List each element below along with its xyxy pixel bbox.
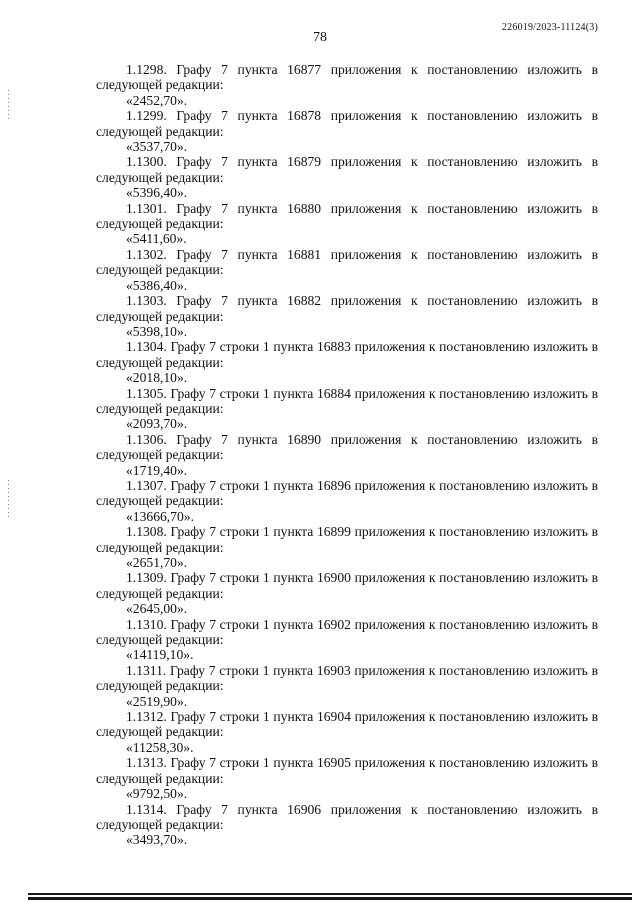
bottom-rule — [28, 893, 632, 895]
margin-scan-mark — [8, 480, 9, 520]
amendment-sentence: 1.1310. Графу 7 строки 1 пункта 16902 приложения к постановлению изложить в следующей редакции: — [96, 616, 598, 648]
amendment-value: «5396,40». — [126, 185, 188, 201]
amendment-text — [96, 802, 598, 833]
amendment-value: «5411,60». — [126, 231, 187, 247]
amendment-value: «2651,70». — [126, 555, 188, 570]
amendment-sentence: 1.1298. Графу 7 пункта 16877 приложения к постановлению изложить в следующей редакции: — [96, 62, 598, 93]
amendment-sentence: 1.1304. Графу 7 строки 1 пункта 16883 приложения к постановлению изложить в следующей редакции: — [96, 339, 598, 370]
amendment-sentence: 1.1300. Графу 7 пункта 16879 приложения к постановлению изложить в следующей редакции: — [96, 154, 598, 185]
amendment-value: «2018,10». — [126, 370, 188, 386]
document-id: 226019/2023-11124(3) — [501, 22, 598, 33]
amendment-sentence: 1.1305. Графу 7 строки 1 пункта 16884 приложения к постановлению изложить в следующей редакции: — [96, 385, 598, 416]
amendment-value: «13666,70». — [126, 508, 194, 524]
amendment-sentence: 1.1299. Графу 7 пункта 16878 приложения к постановлению изложить в следующей редакции: — [96, 108, 598, 139]
bottom-rule — [28, 897, 632, 900]
amendment-text — [96, 432, 598, 463]
amendment-text — [96, 755, 598, 786]
amendment-sentence: 1.1308. Графу 7 строки 1 пункта 16899 приложения к постановлению изложить в следующей редакции: — [96, 524, 598, 555]
amendment-value: «1719,40». — [126, 462, 188, 478]
amendment-text — [96, 617, 598, 648]
amendment-value: «11258,30». — [126, 739, 194, 755]
amendment-value: «2093,70». — [126, 416, 188, 432]
document-body — [96, 62, 598, 848]
amendment-text — [96, 154, 598, 185]
amendment-value: «3537,70». — [126, 139, 188, 155]
amendment-sentence: 1.1309. Графу 7 строки 1 пункта 16900 приложения к постановлению изложить в следующей редакции: — [96, 570, 598, 601]
amendment-text — [96, 709, 598, 740]
amendment-value: «3493,70». — [126, 832, 188, 848]
amendment-text — [96, 62, 598, 93]
amendment-text — [96, 478, 598, 509]
amendment-text — [96, 570, 598, 601]
amendment-text — [96, 386, 598, 417]
amendment-value: «2645,00». — [126, 601, 188, 617]
amendment-text — [96, 663, 598, 694]
amendment-value: «5386,40». — [126, 277, 188, 293]
amendment-value: «5398,10». — [126, 323, 188, 339]
amendment-value: «2519,90». — [126, 693, 188, 709]
amendment-text — [96, 293, 598, 324]
margin-scan-mark — [8, 90, 9, 120]
amendment-text — [96, 247, 598, 278]
amendment-value: «14119,10». — [126, 647, 194, 663]
amendment-text — [96, 524, 598, 555]
amendment-sentence: 1.1306. Графу 7 пункта 16890 приложения к постановлению изложить в следующей редакции: — [96, 431, 598, 463]
page-number: 78 — [313, 30, 327, 45]
amendment-sentence: 1.1307. Графу 7 строки 1 пункта 16896 приложения к постановлению изложить в следующей редакции: — [96, 477, 598, 509]
amendment-value: «9792,50». — [126, 786, 188, 802]
amendment-sentence: 1.1311. Графу 7 строки 1 пункта 16903 приложения к постановлению изложить в следующей редакции: — [96, 662, 598, 694]
amendment-text — [96, 339, 598, 370]
amendment-sentence: 1.1302. Графу 7 пункта 16881 приложения к постановлению изложить в следующей редакции: — [96, 246, 598, 278]
amendment-text — [96, 108, 598, 139]
amendment-text — [96, 201, 598, 232]
amendment-sentence: 1.1301. Графу 7 пункта 16880 приложения к постановлению изложить в следующей редакции: — [96, 200, 598, 232]
amendment-value: «2452,70». — [126, 92, 188, 108]
amendment-sentence: 1.1313. Графу 7 строки 1 пункта 16905 приложения к постановлению изложить в следующей редакции: — [96, 755, 598, 786]
amendment-sentence: 1.1312. Графу 7 строки 1 пункта 16904 приложения к постановлению изложить в следующей редакции: — [96, 709, 598, 740]
amendment-sentence: 1.1303. Графу 7 пункта 16882 приложения к постановлению изложить в следующей редакции: — [96, 293, 598, 324]
amendment-sentence: 1.1314. Графу 7 пункта 16906 приложения к постановлению изложить в следующей редакции: — [96, 801, 598, 832]
